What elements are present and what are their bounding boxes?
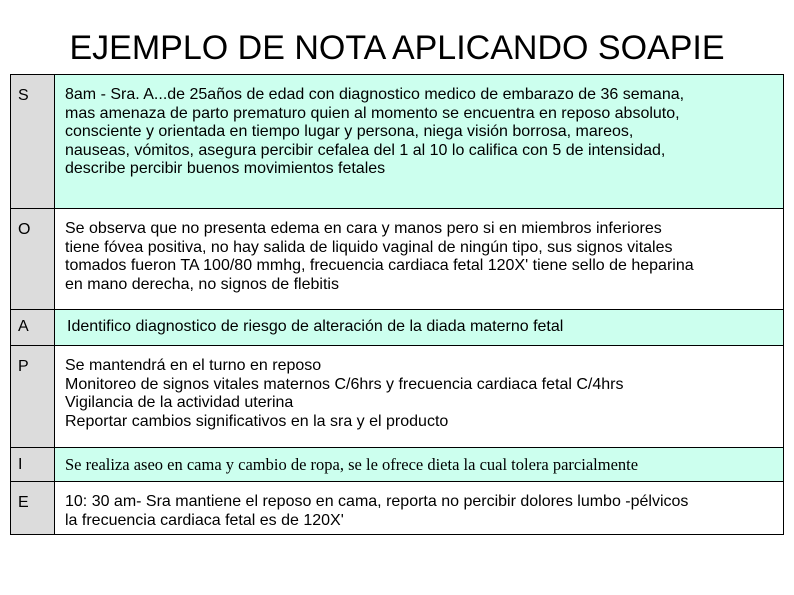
row-i-line-1: Se realiza aseo en cama y cambio de ropa, se le ofrece dieta la cual tolera parcialmente xyxy=(65,455,639,474)
row-s-line-4: nauseas, vómitos, asegura percibir cefalea del 1 al 10 lo califica con 5 de intensidad, xyxy=(65,141,666,159)
table-row-i xyxy=(11,448,784,482)
row-letter-e: E xyxy=(11,482,55,535)
row-content-s xyxy=(55,75,784,209)
row-o-line-4: en mano derecha, no signos de flebitis xyxy=(65,275,339,293)
table-row-p xyxy=(11,346,784,448)
row-s-line-3: consciente y orientada en tiempo lugar y persona, niega visión borrosa, mareos, xyxy=(65,123,634,140)
row-letter-a: A xyxy=(11,310,55,346)
table-row-e xyxy=(11,482,784,535)
soapie-table xyxy=(10,74,784,535)
row-content-i xyxy=(55,448,784,482)
row-letter-p: P xyxy=(11,346,55,448)
row-content-p xyxy=(55,346,784,448)
row-e-line-1: 10: 30 am- Sra mantiene el reposo en cama, reporta no percibir dolores lumbo -pélvicos xyxy=(65,493,689,510)
row-o-line-1: Se observa que no presenta edema en cara y manos pero si en miembros inferiores xyxy=(65,220,662,237)
row-content-e xyxy=(55,482,784,535)
row-letter-o: O xyxy=(11,209,55,310)
row-s-line-5: describe percibir buenos movimientos fetales xyxy=(65,160,386,177)
row-letter-i: I xyxy=(11,448,55,482)
row-o-line-3: tomados fueron TA 100/80 mmhg, frecuencia cardiaca fetal 120X' tiene sello de heparina xyxy=(65,257,694,274)
row-a-line-1: Identifico diagnostico de riesgo de alteración de la diada materno fetal xyxy=(67,318,564,335)
row-o-line-2: tiene fóvea positiva, no hay salida de liquido vaginal de ningún tipo, sus signos vitales xyxy=(65,238,673,256)
table-row-a xyxy=(11,310,784,346)
row-content-o xyxy=(55,209,784,310)
row-content-a xyxy=(55,310,784,346)
row-p-line-3: Vigilancia de la actividad uterina xyxy=(65,394,294,411)
row-p-line-2: Monitoreo de signos vitales maternos C/6hrs y frecuencia cardiaca fetal C/4hrs xyxy=(65,375,624,393)
row-p-line-1: Se mantendrá en el turno en reposo xyxy=(65,357,322,374)
table-row-o xyxy=(11,209,784,310)
row-s-line-2: mas amenaza de parto prematuro quien al momento se encuentra en reposo absoluto, xyxy=(65,104,680,122)
row-s-line-1: 8am - Sra. A...de 25años de edad con diagnostico medico de embarazo de 36 semana, xyxy=(65,86,685,103)
page-title: EJEMPLO DE NOTA APLICANDO SOAPIE xyxy=(69,29,725,67)
table-row-s xyxy=(11,75,784,209)
row-e-line-2: la frecuencia cardiaca fetal es de 120X' xyxy=(65,511,344,529)
row-p-line-4: Reportar cambios significativos en la sra y el producto xyxy=(65,412,449,430)
row-letter-s: S xyxy=(11,75,55,209)
